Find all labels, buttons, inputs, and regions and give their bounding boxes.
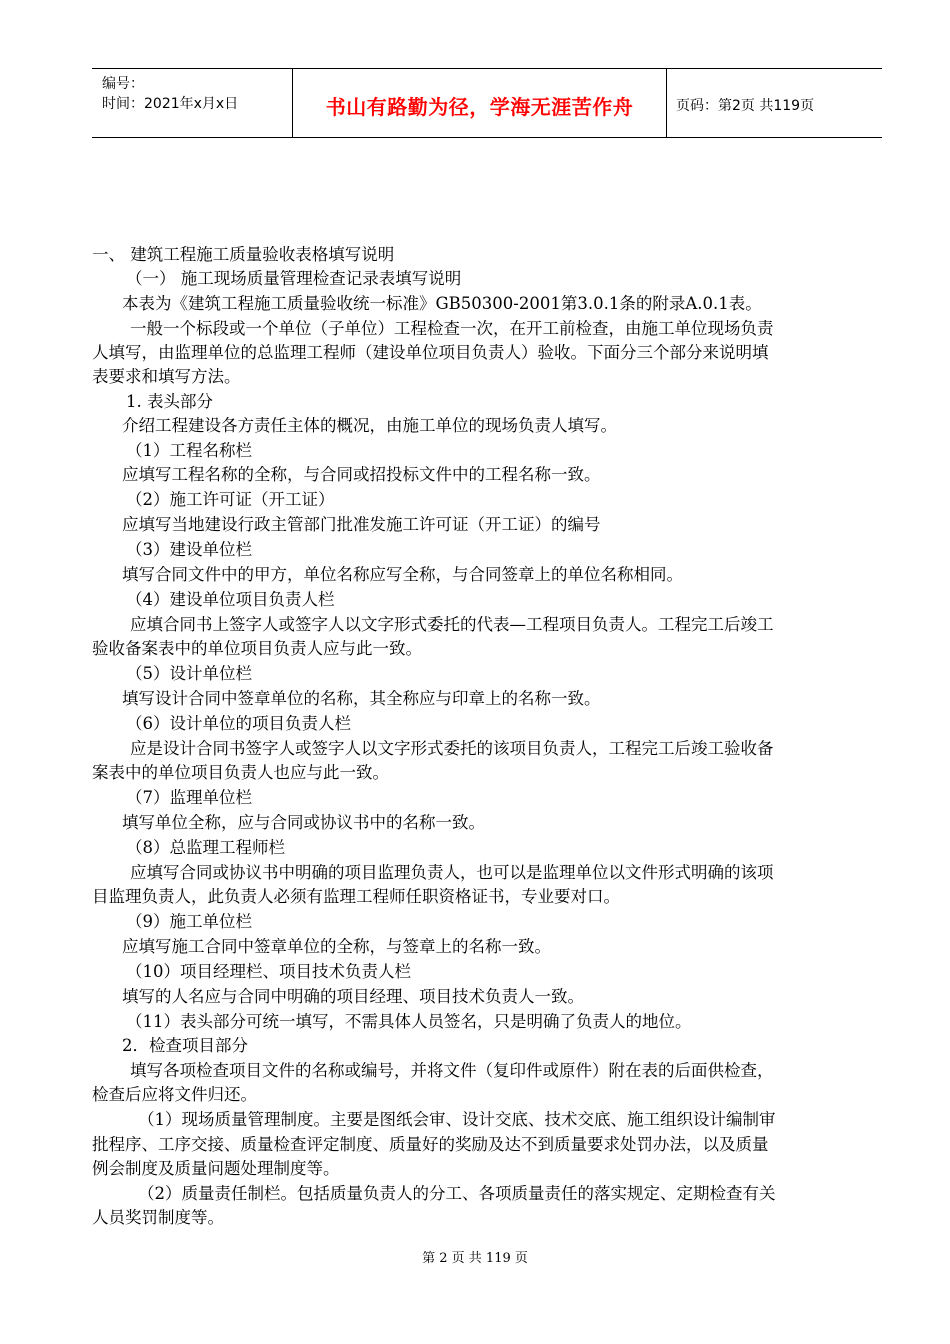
page-header: [92, 68, 882, 138]
header-page-info: 页码：第2页 共119页: [676, 98, 815, 114]
item-heading: 2．检查项目部分: [122, 1036, 248, 1055]
paragraph-line: 填写各项检查项目文件的名称或编号，并将文件（复印件或原件）附在表的后面供检查，: [130, 1061, 774, 1080]
item-heading: （8）总监理工程师栏: [126, 838, 285, 857]
paragraph-line: 表要求和填写方法。: [92, 367, 241, 386]
paragraph-line: 应是设计合同书签字人或签字人以文字形式委托的该项目负责人，工程完工后竣工验收备: [130, 739, 774, 758]
item-heading: （9）施工单位栏: [126, 912, 252, 931]
paragraph-line: 应填合同书上签字人或签字人以文字形式委托的代表—工程项目负责人。工程完工后竣工: [130, 615, 774, 634]
paragraph-line: 例会制度及质量问题处理制度等。: [92, 1159, 340, 1178]
item-heading: （4）建设单位项目负责人栏: [126, 590, 335, 609]
item-heading: （6）设计单位的项目负责人栏: [126, 714, 351, 733]
paragraph-line: 填写的人名应与合同中明确的项目经理、项目技术负责人一致。: [122, 987, 584, 1006]
paragraph-line: 人填写，由监理单位的总监理工程师（建设单位项目负责人）验收。下面分三个部分来说明填: [92, 343, 769, 362]
item-heading: （3）建设单位栏: [126, 540, 252, 559]
paragraph-line: 填写单位全称，应与合同或协议书中的名称一致。: [122, 813, 485, 832]
paragraph-line: 填写合同文件中的甲方，单位名称应写全称，与合同签章上的单位名称相同。: [122, 565, 683, 584]
item-heading: （5）设计单位栏: [126, 664, 252, 683]
document-number-label: 编号：: [102, 76, 144, 92]
paragraph-line: 应填写工程名称的全称，与合同或招投标文件中的工程名称一致。: [122, 465, 601, 484]
paragraph-line: （1）现场质量管理制度。主要是图纸会审、设计交底、技术交底、施工组织设计编制审: [138, 1110, 776, 1129]
item-heading: （7）监理单位栏: [126, 788, 252, 807]
paragraph-line: 本表为《建筑工程施工质量验收统一标准》GB50300-2001第3.0.1条的附录A.0.1表。: [122, 294, 762, 313]
paragraph-line: 目监理负责人，此负责人必须有监理工程师任职资格证书，专业要对口。: [92, 887, 620, 906]
paragraph-line: 验收备案表中的单位项目负责人应与此一致。: [92, 639, 422, 658]
item-heading: 1. 表头部分: [126, 392, 213, 411]
paragraph-line: 应填写当地建设行政主管部门批准发施工许可证（开工证）的编号: [122, 515, 601, 534]
item-heading: （10）项目经理栏、项目技术负责人栏: [126, 962, 411, 981]
page-footer: 第 2 页 共 119 页: [422, 1251, 528, 1266]
header-middle-cell: [292, 69, 667, 137]
document-time-label: 时间：2021年x月x日: [102, 96, 239, 112]
paragraph-line: 批程序、工序交接、质量检查评定制度、质量好的奖励及达不到质量要求处罚办法，以及质量: [92, 1135, 769, 1154]
paragraph-line: （2）质量责任制栏。包括质量负责人的分工、各项质量责任的落实规定、定期检查有关: [138, 1184, 776, 1203]
paragraph-line: 应填写施工合同中签章单位的全称，与签章上的名称一致。: [122, 937, 551, 956]
section-heading: 一、 建筑工程施工质量验收表格填写说明: [92, 245, 395, 264]
paragraph-line: 检查后应将文件归还。: [92, 1085, 257, 1104]
paragraph-line: 一般一个标段或一个单位（子单位）工程检查一次，在开工前检查，由施工单位现场负责: [130, 319, 774, 338]
paragraph-line: 案表中的单位项目负责人也应与此一致。: [92, 763, 389, 782]
paragraph-line: 填写设计合同中签章单位的名称，其全称应与印章上的名称一致。: [122, 689, 601, 708]
item-heading: （1）工程名称栏: [126, 441, 252, 460]
paragraph-line: （11）表头部分可统一填写，不需具体人员签名，只是明确了负责人的地位。: [126, 1012, 692, 1031]
subsection-heading: （一） 施工现场质量管理检查记录表填写说明: [126, 269, 462, 288]
header-right-cell: [666, 69, 882, 137]
header-slogan: 书山有路勤为径，学海无涯苦作舟: [325, 95, 634, 119]
paragraph-line: 人员奖罚制度等。: [92, 1208, 224, 1227]
item-heading: （2）施工许可证（开工证）: [126, 490, 335, 509]
paragraph-line: 介绍工程建设各方责任主体的概况，由施工单位的现场负责人填写。: [122, 416, 617, 435]
header-left-cell: [92, 69, 292, 137]
paragraph-line: 应填写合同或协议书中明确的项目监理负责人，也可以是监理单位以文件形式明确的该项: [130, 863, 774, 882]
